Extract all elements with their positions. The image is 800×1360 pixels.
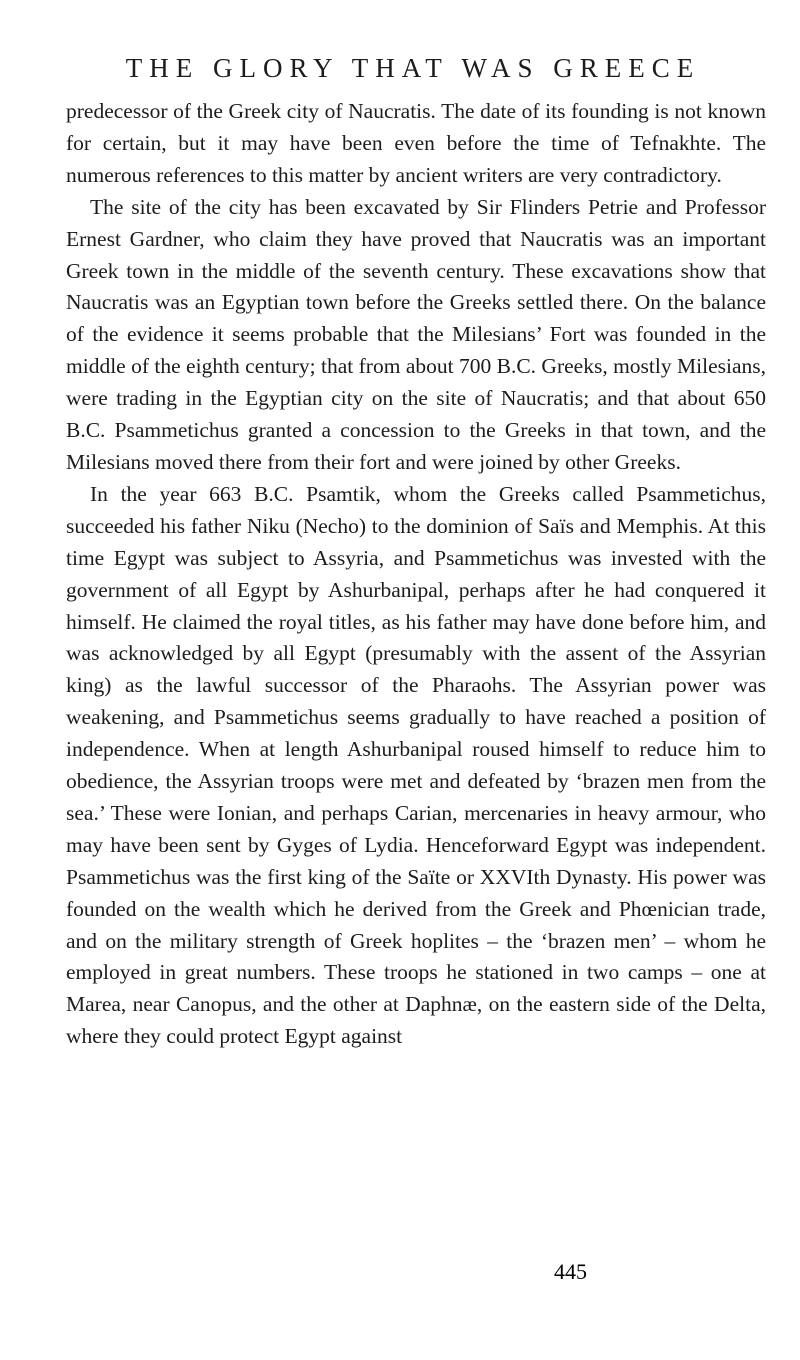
paragraph-naucratis-excavation: The site of the city has been excavated by Sir Flinders Petrie and Professor Ernest Gardner, who claim they have proved that Naucratis was an important Greek town in the middle of the seventh century. These excavations show that Naucratis was an Egyptian town before the Greeks settled there. On the balance of the evidence it seems probable that the Milesians’ Fort was founded in the middle of the eighth century; that from about 700 B.C. Greeks, mostly Milesians, were trading in the Egyptian city on the site of Naucratis; and that about 650 B.C. Psammetichus granted a concession to the Greeks in that town, and the Milesians moved there from their fort and were joined by other Greeks. <box>66 194 766 474</box>
paragraph-psammetichus: In the year 663 B.C. Psamtik, whom the Greeks called Psammetichus, succeeded his father Niku (Necho) to the dominion of Saïs and Memphis. At this time Egypt was subject to Assyria, and Psammetichus was invested with the government of all Egypt by Ashurbanipal, perhaps after he had conquered it himself. He claimed the royal titles, as his father may have done before him, and was acknowledged by all Egypt (presumably with the assent of the Assyrian king) as the lawful successor of the Pharaohs. The Assyrian power was weakening, and Psammetichus seems gradually to have reached a position of independence. When at length Ashurbanipal roused himself to reduce him to obedience, the Assyrian troops were met and defeated by ‘brazen men from the sea.’ These were Ionian, and perhaps Carian, mercenaries in heavy armour, who may have been sent by Gyges of Lydia. Henceforward Egypt was independent. Psammetichus was the first king of the Saïte or XXVIth Dynasty. His power was founded on the wealth which he derived from the Greek and Phœnician trade, and on the military strength of Greek hoplites – the ‘brazen men’ – whom he employed in great numbers. These troops he stationed in two camps – one at Marea, near Canopus, and the other at Daphnæ, on the eastern side of the Delta, where they could protect Egypt against <box>66 481 766 1049</box>
paragraph-continuation: predecessor of the Greek city of Naucratis. The date of its founding is not known for certain, but it may have been even before the time of Tefnakhte. The numerous references to this matter by ancient writers are very contradictory. <box>66 99 766 187</box>
page-number: 445 <box>554 1259 587 1284</box>
body-text <box>66 96 766 1053</box>
running-head: THE GLORY THAT WAS GREECE <box>125 53 701 83</box>
book-page <box>66 44 766 1053</box>
